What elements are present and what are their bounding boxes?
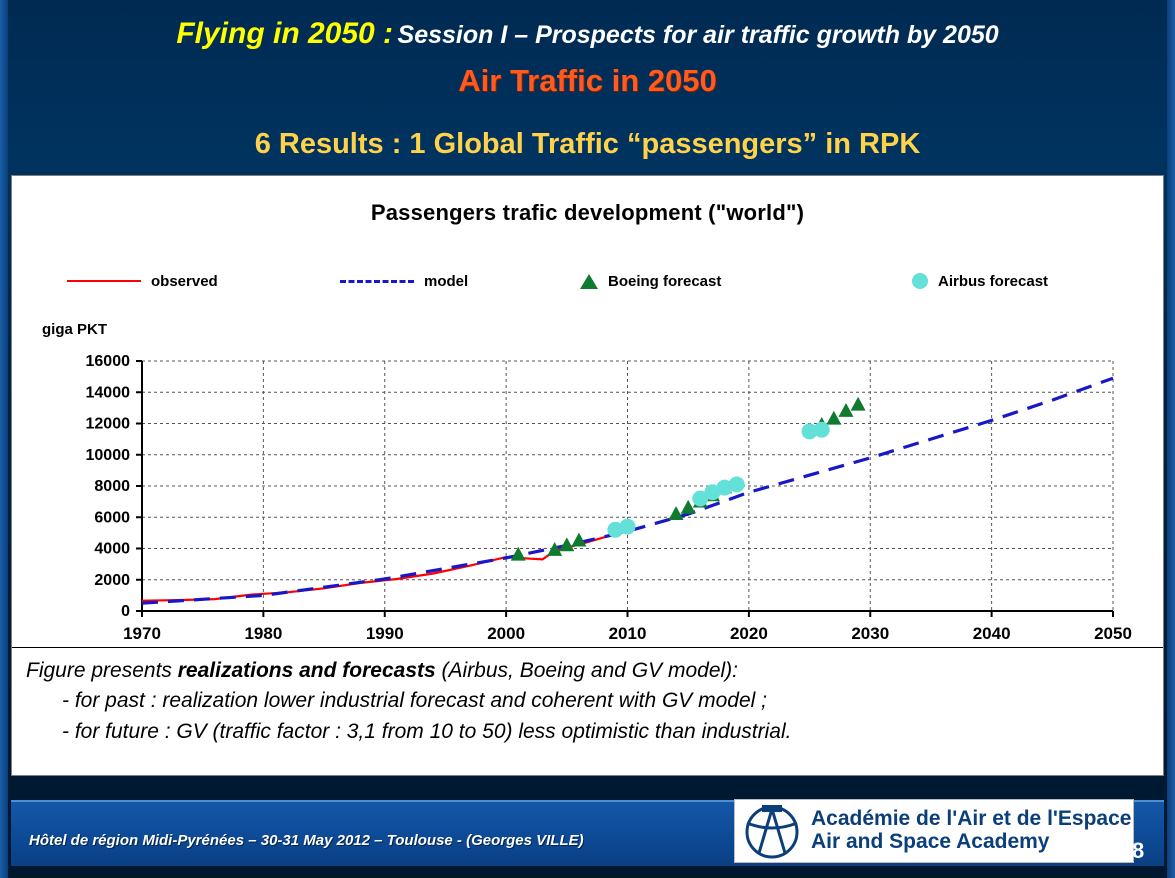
caption-line-1-prefix: Figure presents	[26, 659, 178, 682]
slide-subtitle: Air Traffic in 2050	[458, 63, 717, 98]
svg-text:2000: 2000	[487, 624, 526, 641]
legend-label-model: model	[424, 272, 469, 290]
y-axis-unit-label: giga PKT	[42, 321, 108, 338]
plot-svg	[12, 341, 1163, 641]
svg-text:4000: 4000	[94, 540, 130, 558]
caption-line-1	[26, 656, 1149, 686]
legend-item-boeing	[552, 266, 721, 296]
triangle-marker-icon	[580, 274, 598, 289]
academy-logo-line-1: Académie de l'Air et de l'Espace	[811, 807, 1132, 831]
svg-text:2030: 2030	[851, 624, 890, 641]
chart-title: Passengers trafic development ("world")	[370, 200, 805, 225]
caption-line-3: - for future : GV (traffic factor : 3,1 from 10 to 50) less optimistic than industrial.	[62, 719, 792, 743]
legend-label-airbus: Airbus forecast	[938, 272, 1049, 290]
session-title: Session I – Prospects for air traffic growth by 2050	[397, 21, 999, 49]
legend-item-model	[340, 266, 468, 296]
caption-line-1-suffix: (Airbus, Boeing and GV model):	[435, 659, 739, 682]
content-panel	[11, 175, 1164, 776]
academy-logo-line-2: Air and Space Academy	[811, 830, 1050, 853]
chart-container	[12, 176, 1163, 648]
academy-logo-mark-icon	[739, 803, 805, 859]
chart-caption	[12, 648, 1163, 775]
section-heading: 6 Results : 1 Global Traffic “passengers” in RPK	[254, 128, 921, 160]
svg-text:14000: 14000	[85, 384, 130, 402]
plot-area	[12, 341, 1163, 641]
legend-item-airbus	[882, 266, 1048, 296]
circle-marker-icon	[912, 273, 928, 289]
svg-text:6000: 6000	[94, 509, 130, 527]
svg-text:0: 0	[121, 603, 130, 620]
svg-text:1990: 1990	[365, 624, 404, 641]
svg-text:2020: 2020	[729, 624, 768, 641]
legend-label-boeing: Boeing forecast	[608, 272, 722, 290]
chart-legend	[52, 266, 1122, 296]
brand-title: Flying in 2050 :	[176, 17, 394, 50]
svg-text:8000: 8000	[94, 478, 130, 495]
title-line-1	[0, 17, 1175, 51]
legend-label-observed: observed	[151, 272, 218, 290]
slide-footer	[11, 800, 1164, 866]
dashed-line-swatch-icon	[340, 280, 414, 283]
svg-text:2000: 2000	[94, 571, 130, 589]
page-number: 8	[1132, 838, 1145, 863]
svg-text:2010: 2010	[608, 624, 647, 641]
svg-text:12000: 12000	[85, 415, 130, 433]
caption-line-2: - for past : realization lower industrial forecast and coherent with GV model ;	[62, 689, 767, 713]
svg-text:2050: 2050	[1094, 624, 1132, 641]
caption-line-1-bold: realizations and forecasts	[177, 659, 436, 682]
svg-text:2040: 2040	[972, 624, 1011, 641]
legend-item-observed	[67, 266, 218, 296]
footer-text: Hôtel de région Midi-Pyrénées – 30-31 May 2012 – Toulouse - (Georges VILLE)	[29, 832, 584, 849]
academy-logo-text	[811, 808, 1131, 853]
academy-logo	[734, 799, 1134, 863]
line-swatch-icon	[67, 280, 141, 282]
svg-text:1970: 1970	[123, 624, 161, 641]
svg-text:1980: 1980	[244, 624, 283, 641]
svg-text:16000: 16000	[85, 353, 130, 370]
svg-text:10000: 10000	[85, 446, 130, 464]
